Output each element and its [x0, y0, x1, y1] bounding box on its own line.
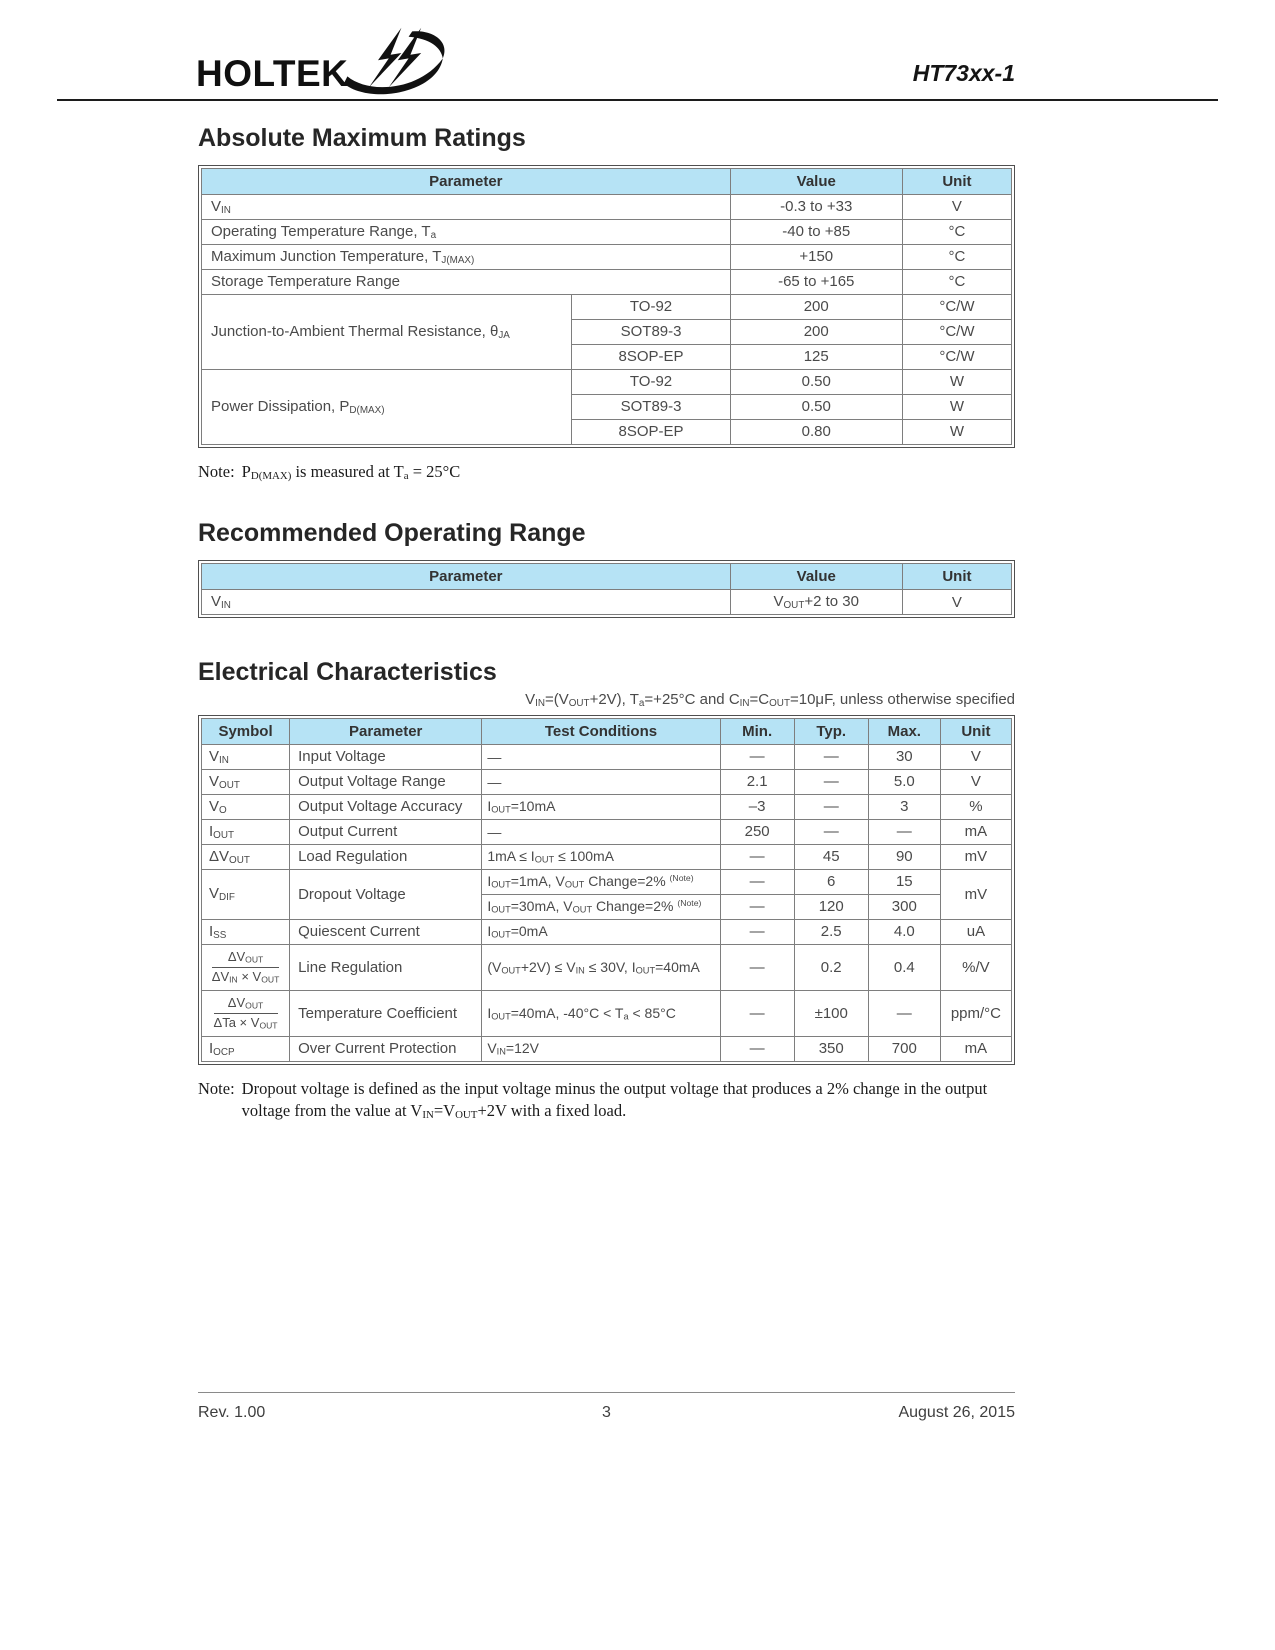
cell-min: — [720, 990, 794, 1036]
col-header-parameter: Parameter [290, 718, 482, 744]
ror-row [202, 590, 1012, 615]
col-header-typ: Typ. [794, 718, 868, 744]
cell-typ: — [794, 794, 868, 819]
cell-min: 2.1 [720, 769, 794, 794]
footer-rule [198, 1392, 1015, 1393]
cell-unit: mV [940, 844, 1011, 869]
cell-min: 250 [720, 819, 794, 844]
ror-table [198, 560, 1015, 618]
cell-typ: 120 [794, 894, 868, 919]
footer-date: August 26, 2015 [898, 1404, 1015, 1421]
amr-row [202, 269, 1012, 294]
col-header-symbol: Symbol [202, 718, 290, 744]
ec-row [202, 794, 1012, 819]
cell-parameter: Operating Temperature Range, $T_a$ [202, 219, 731, 244]
cell-max: 3 [868, 794, 940, 819]
fraction-denominator: $\Delta Ta \times V_{OUT}$ [213, 1014, 278, 1031]
section-title-absolute-maximum-ratings: Absolute Maximum Ratings [198, 124, 526, 152]
cell-unit: °C/W [902, 344, 1011, 369]
ec-header-row [202, 718, 1012, 744]
cell-unit: V [940, 769, 1011, 794]
cell-typ: — [794, 819, 868, 844]
amr-table [198, 165, 1015, 448]
cell-parameter: Storage Temperature Range [202, 269, 731, 294]
cell-min: — [720, 844, 794, 869]
cell-parameter: Maximum Junction Temperature, $T_{J(MAX)}$ [202, 244, 731, 269]
cell-test-conditions: $(V_{OUT}+2V) \le V_{IN} \le 30V$, $I_{OUT}=40mA$ [482, 944, 720, 990]
cell-unit: V [902, 590, 1011, 615]
cell-unit: °C/W [902, 294, 1011, 319]
amr-row [202, 369, 1012, 394]
cell-test-conditions: $I_{OUT}=40mA$, $-40^\circ C < T_a < 85^\circ C$ [482, 990, 720, 1036]
cell-typ: ±100 [794, 990, 868, 1036]
amr-row [202, 294, 1012, 319]
cell-typ: 6 [794, 869, 868, 894]
cell-max: 15 [868, 869, 940, 894]
cell-min: — [720, 944, 794, 990]
cell-max: — [868, 990, 940, 1036]
fraction-numerator: $\Delta V_{OUT}$ [212, 949, 280, 968]
cell-parameter: Output Voltage Accuracy [290, 794, 482, 819]
col-header-parameter: Parameter [202, 168, 731, 194]
cell-value: $V_{OUT}+2$ to 30 [730, 590, 902, 615]
ec-row [202, 944, 1012, 990]
cell-unit: °C [902, 244, 1011, 269]
cell-test-conditions: $1mA \le I_{OUT} \le 100mA$ [482, 844, 720, 869]
cell-symbol: $I_{OUT}$ [202, 819, 290, 844]
ror-header-row [202, 564, 1012, 590]
col-header-max: Max. [868, 718, 940, 744]
cell-min: — [720, 744, 794, 769]
col-header-unit: Unit [902, 168, 1011, 194]
cell-parameter: Output Voltage Range [290, 769, 482, 794]
ror-table-grid [201, 563, 1012, 615]
cell-value: 200 [730, 294, 902, 319]
cell-min: — [720, 919, 794, 944]
cell-unit: mA [940, 1036, 1011, 1061]
doc-number: HT73xx-1 [912, 60, 1015, 86]
cell-symbol: $V_{DIF}$ [202, 869, 290, 919]
cell-symbol: $V_O$ [202, 794, 290, 819]
ec-row [202, 869, 1012, 894]
cell-min: — [720, 894, 794, 919]
note-text: $P_{D(MAX)}$ is measured at $T_a = 25^\circ C$ [241, 461, 461, 482]
amr-table-grid [201, 168, 1012, 445]
cell-package: TO-92 [572, 369, 730, 394]
cell-max: 0.4 [868, 944, 940, 990]
cell-unit: °C [902, 219, 1011, 244]
cell-unit: mV [940, 869, 1011, 919]
cell-parameter: Output Current [290, 819, 482, 844]
fraction-denominator: $\Delta V_{IN} \times V_{OUT}$ [211, 968, 280, 985]
ec-table-grid [201, 718, 1012, 1062]
cell-test-conditions: $I_{OUT}=0mA$ [482, 919, 720, 944]
cell-symbol: $\Delta V_{OUT}$ [202, 844, 290, 869]
note-text: Dropout voltage is defined as the input voltage minus the output voltage that produces a 2% change in the output voltage from the value at $V_{IN}=V_{OUT}+2V$ with a fixed load. [241, 1078, 988, 1121]
amr-note [198, 461, 1015, 484]
col-header-parameter: Parameter [202, 564, 731, 590]
cell-min: — [720, 1036, 794, 1061]
cell-symbol [202, 990, 290, 1036]
cell-test-conditions: $V_{IN}=12V$ [482, 1036, 720, 1061]
footer-revision: Rev. 1.00 [198, 1404, 266, 1421]
footer-page-number: 3 [602, 1404, 611, 1421]
col-header-value: Value [730, 168, 902, 194]
cell-unit: W [902, 394, 1011, 419]
cell-symbol: $V_{OUT}$ [202, 769, 290, 794]
ec-note [198, 1078, 1015, 1123]
ec-row [202, 819, 1012, 844]
cell-parameter: $V_{IN}$ [202, 590, 731, 615]
cell-parameter: Load Regulation [290, 844, 482, 869]
col-header-unit: Unit [940, 718, 1011, 744]
cell-parameter: Over Current Protection [290, 1036, 482, 1061]
fraction-numerator: $\Delta V_{OUT}$ [214, 995, 278, 1014]
ec-row [202, 990, 1012, 1036]
cell-value: 0.80 [730, 419, 902, 444]
cell-max: 300 [868, 894, 940, 919]
cell-value: -0.3 to +33 [730, 194, 902, 219]
col-header-test-conditions: Test Conditions [482, 718, 720, 744]
cell-value: 125 [730, 344, 902, 369]
note-label: Note: [198, 1078, 235, 1098]
ec-table [198, 715, 1015, 1065]
ec-row [202, 769, 1012, 794]
cell-unit: ppm/°C [940, 990, 1011, 1036]
cell-unit: V [902, 194, 1011, 219]
note-label: Note: [198, 461, 235, 481]
cell-value: 200 [730, 319, 902, 344]
col-header-unit: Unit [902, 564, 1011, 590]
cell-unit: % [940, 794, 1011, 819]
cell-unit: W [902, 369, 1011, 394]
cell-parameter: Junction-to-Ambient Thermal Resistance, $\theta_{JA}$ [202, 294, 572, 369]
cell-max: 5.0 [868, 769, 940, 794]
cell-test-conditions: — [482, 769, 720, 794]
cell-parameter: Input Voltage [290, 744, 482, 769]
cell-typ: 0.2 [794, 944, 868, 990]
cell-package: SOT89-3 [572, 394, 730, 419]
cell-max: 90 [868, 844, 940, 869]
cell-parameter: Dropout Voltage [290, 869, 482, 919]
col-header-min: Min. [720, 718, 794, 744]
cell-max: 30 [868, 744, 940, 769]
cell-symbol: $I_{SS}$ [202, 919, 290, 944]
cell-max: 4.0 [868, 919, 940, 944]
symbol-fraction [214, 995, 278, 1032]
cell-test-conditions: — [482, 744, 720, 769]
brand-wordmark: HOLTEK [196, 53, 349, 94]
cell-typ: 350 [794, 1036, 868, 1061]
cell-package: SOT89-3 [572, 319, 730, 344]
cell-value: -65 to +165 [730, 269, 902, 294]
cell-typ: — [794, 769, 868, 794]
section-title-electrical-characteristics: Electrical Characteristics [198, 658, 497, 687]
cell-unit: uA [940, 919, 1011, 944]
cell-symbol: $I_{OCP}$ [202, 1036, 290, 1061]
cell-typ: — [794, 744, 868, 769]
cell-package: TO-92 [572, 294, 730, 319]
cell-unit: V [940, 744, 1011, 769]
ec-row [202, 744, 1012, 769]
cell-unit: mA [940, 819, 1011, 844]
ec-row [202, 919, 1012, 944]
ec-row [202, 1036, 1012, 1061]
symbol-fraction [212, 949, 280, 986]
cell-test-conditions: — [482, 819, 720, 844]
cell-symbol [202, 944, 290, 990]
ec-row [202, 844, 1012, 869]
cell-symbol: $V_{IN}$ [202, 744, 290, 769]
cell-min: –3 [720, 794, 794, 819]
section-title-recommended-operating-range: Recommended Operating Range [198, 519, 586, 548]
cell-unit: °C [902, 269, 1011, 294]
ec-test-conditions-line: $V_{IN}=(V_{OUT}+2V)$, $T_a=+25^\circ C$ and $C_{IN}=C_{OUT}=10\mu F$, unless otherwise specified [525, 690, 1015, 709]
cell-unit: °C/W [902, 319, 1011, 344]
cell-parameter: Temperature Coefficient [290, 990, 482, 1036]
cell-typ: 45 [794, 844, 868, 869]
cell-package: 8SOP-EP [572, 419, 730, 444]
cell-test-conditions: $I_{OUT}=1mA$, $V_{OUT}$ Change=2% $^{(Note)}$ [482, 869, 720, 894]
cell-unit: W [902, 419, 1011, 444]
cell-max: — [868, 819, 940, 844]
cell-parameter: Power Dissipation, $P_{D(MAX)}$ [202, 369, 572, 444]
cell-test-conditions: $I_{OUT}=30mA$, $V_{OUT}$ Change=2% $^{(Note)}$ [482, 894, 720, 919]
amr-header-row [202, 168, 1012, 194]
amr-row [202, 194, 1012, 219]
amr-row [202, 219, 1012, 244]
cell-value: 0.50 [730, 394, 902, 419]
cell-parameter: Quiescent Current [290, 919, 482, 944]
cell-test-conditions: $I_{OUT}=10mA$ [482, 794, 720, 819]
page-content [198, 0, 1015, 1123]
cell-typ: 2.5 [794, 919, 868, 944]
page-footer [198, 1404, 1015, 1428]
cell-value: -40 to +85 [730, 219, 902, 244]
col-header-value: Value [730, 564, 902, 590]
cell-value: 0.50 [730, 369, 902, 394]
cell-parameter: $V_{IN}$ [202, 194, 731, 219]
cell-package: 8SOP-EP [572, 344, 730, 369]
cell-max: 700 [868, 1036, 940, 1061]
amr-row [202, 244, 1012, 269]
cell-value: +150 [730, 244, 902, 269]
cell-unit: %/V [940, 944, 1011, 990]
cell-parameter: Line Regulation [290, 944, 482, 990]
cell-min: — [720, 869, 794, 894]
